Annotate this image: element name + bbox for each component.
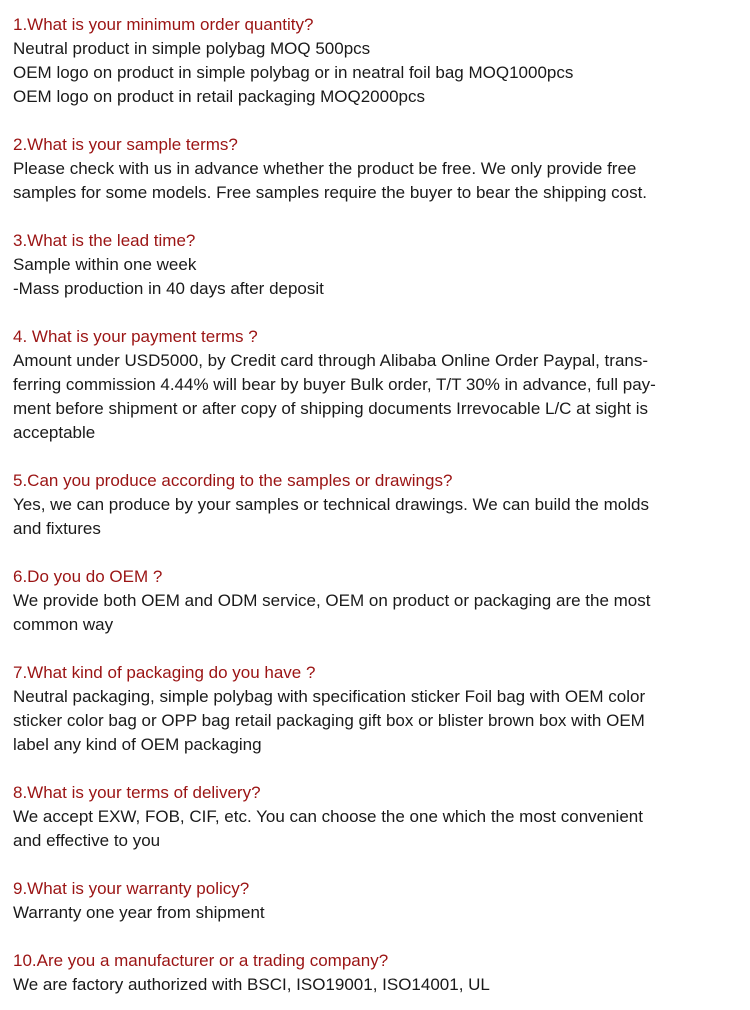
faq-item-8	[13, 781, 750, 853]
faq-answer-line: Neutral product in simple polybag MOQ 500pcs	[13, 39, 371, 58]
faq-answer-line: Sample within one week	[13, 255, 197, 274]
faq-item-7	[13, 661, 750, 757]
faq-answer-line: sticker color bag or OPP bag retail packaging gift box or blister brown box with OEM	[13, 711, 645, 730]
faq-answer-line: common way	[13, 615, 114, 634]
faq-answer-line: Please check with us in advance whether the product be free. We only provide free	[13, 159, 637, 178]
faq-question: 7.What kind of packaging do you have ?	[13, 663, 316, 682]
faq-question: 3.What is the lead time?	[13, 231, 196, 250]
faq-answer-line: Warranty one year from shipment	[13, 903, 265, 922]
faq-answer-line: We accept EXW, FOB, CIF, etc. You can choose the one which the most convenient	[13, 807, 643, 826]
faq-answer-line: ment before shipment or after copy of shipping documents Irrevocable L/C at sight is	[13, 399, 648, 418]
faq-answer-line: label any kind of OEM packaging	[13, 735, 262, 754]
faq-answer-line: and effective to you	[13, 831, 161, 850]
faq-item-6	[13, 565, 750, 637]
faq-item-2	[13, 133, 750, 205]
faq-question: 4. What is your payment terms ?	[13, 327, 258, 346]
faq-answer-line: ferring commission 4.44% will bear by buyer Bulk order, T/T 30% in advance, full pay-	[13, 375, 656, 394]
faq-item-1	[13, 13, 750, 109]
faq-question: 5.Can you produce according to the samples or drawings?	[13, 471, 453, 490]
faq-answer-line: OEM logo on product in simple polybag or in neatral foil bag MOQ1000pcs	[13, 63, 574, 82]
faq-answer-line: Amount under USD5000, by Credit card through Alibaba Online Order Paypal, trans-	[13, 351, 649, 370]
faq-answer-line: We are factory authorized with BSCI, ISO19001, ISO14001, UL	[13, 975, 490, 994]
faq-answer-line: Yes, we can produce by your samples or technical drawings. We can build the molds	[13, 495, 649, 514]
faq-question: 6.Do you do OEM ?	[13, 567, 163, 586]
faq-answer-line: samples for some models. Free samples require the buyer to bear the shipping cost.	[13, 183, 648, 202]
faq-item-9	[13, 877, 750, 925]
faq-question: 9.What is your warranty policy?	[13, 879, 250, 898]
faq-answer-line: Neutral packaging, simple polybag with specification sticker Foil bag with OEM color	[13, 687, 646, 706]
faq-item-5	[13, 469, 750, 541]
faq-question: 8.What is your terms of delivery?	[13, 783, 261, 802]
faq-answer-line: -Mass production in 40 days after deposit	[13, 279, 324, 298]
faq-item-4	[13, 325, 750, 445]
faq-item-10	[13, 949, 750, 997]
faq-question: 1.What is your minimum order quantity?	[13, 15, 314, 34]
faq-question: 10.Are you a manufacturer or a trading company?	[13, 951, 389, 970]
faq-item-3	[13, 229, 750, 301]
faq-answer-line: OEM logo on product in retail packaging MOQ2000pcs	[13, 87, 426, 106]
faq-answer-line: We provide both OEM and ODM service, OEM on product or packaging are the most	[13, 591, 651, 610]
faq-answer-line: acceptable	[13, 423, 96, 442]
faq-question: 2.What is your sample terms?	[13, 135, 238, 154]
faq-answer-line: and fixtures	[13, 519, 101, 538]
